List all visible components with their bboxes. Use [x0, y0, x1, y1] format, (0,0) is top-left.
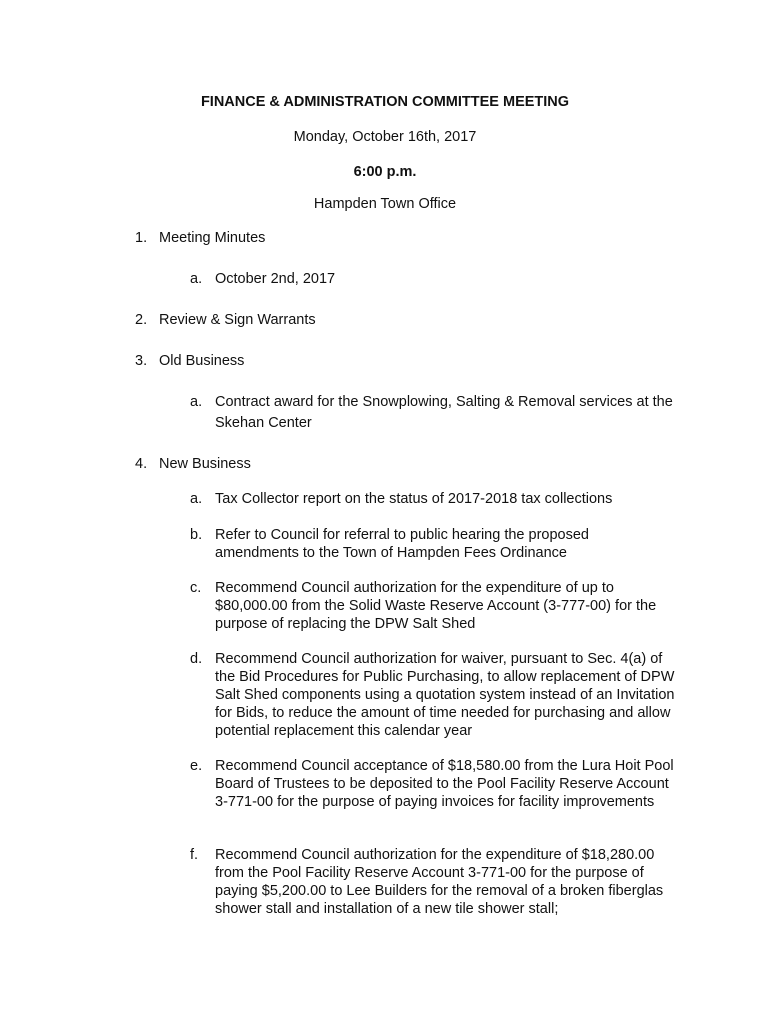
subitem-letter: b.: [190, 527, 203, 543]
meeting-date: Monday, October 16th, 2017: [293, 129, 477, 145]
agenda-item-title: Meeting Minutes: [159, 230, 266, 246]
subitem-letter: c.: [190, 580, 202, 596]
agenda-item-number: 1.: [135, 230, 148, 246]
subitem-text: Tax Collector report on the status of 2017-2018 tax collections: [215, 491, 613, 507]
agenda-item-new-business: [135, 455, 695, 473]
agenda-item-number: 3.: [135, 353, 148, 369]
subitem-4e: [190, 757, 675, 811]
subitem-4b: [190, 526, 635, 562]
subitem-text: Recommend Council authorization for waiver, pursuant to Sec. 4(a) of the Bid Procedures for Public Purchasing, to allow replacement of DPW Salt Shed components using a quotation system instead of an Invitation for Bids, to reduce the amount of time needed for purchasing and allow potential replacement this calendar year: [215, 651, 675, 739]
meeting-time: 6:00 p.m.: [353, 164, 417, 180]
subitem-letter: e.: [190, 758, 203, 774]
agenda-item-review-warrants: [135, 311, 695, 329]
agenda-item-title: Review & Sign Warrants: [159, 312, 316, 328]
subitem-3a: [190, 392, 680, 434]
subitem-letter: f.: [190, 847, 199, 863]
subitem-letter: d.: [190, 651, 203, 667]
subitem-text: Recommend Council acceptance of $18,580.00 from the Lura Hoit Pool Board of Trustees to be deposited to the Pool Facility Reserve Account 3-771-00 for the purpose of paying invoices for facility improvements: [215, 758, 674, 810]
subitem-4a: [190, 490, 690, 508]
meeting-title: FINANCE & ADMINISTRATION COMMITTEE MEETING: [200, 94, 570, 110]
agenda-item-number: 4.: [135, 456, 148, 472]
agenda-item-old-business: [135, 352, 695, 370]
agenda-item-title: New Business: [159, 456, 251, 472]
subitem-letter: a.: [190, 491, 203, 507]
meeting-location: Hampden Town Office: [313, 196, 457, 212]
subitem-text: Recommend Council authorization for the expenditure of $18,280.00 from the Pool Facility Reserve Account 3-771-00 for the purpose of paying $5,200.00 to Lee Builders for the removal of a broken fiberglas shower stall and installation of a new tile shower stall;: [215, 847, 664, 917]
agenda-item-meeting-minutes: [135, 229, 695, 247]
agenda-item-title: Old Business: [159, 353, 245, 369]
subitem-text: October 2nd, 2017: [215, 271, 336, 287]
subitem-4c: [190, 579, 685, 633]
subitem-letter: a.: [190, 394, 203, 410]
subitem-text: Recommend Council authorization for the expenditure of up to $80,000.00 from the Solid Waste Reserve Account (3-777-00) for the purpose of replacing the DPW Salt Shed: [215, 580, 657, 632]
subitem-text: Refer to Council for referral to public hearing the proposed amendments to the Town of Hampden Fees Ordinance: [215, 527, 589, 561]
subitem-4f: [190, 846, 685, 918]
subitem-1a: [190, 270, 690, 288]
subitem-letter: a.: [190, 271, 203, 287]
agenda-item-number: 2.: [135, 312, 148, 328]
subitem-text: Contract award for the Snowplowing, Salting & Removal services at the Skehan Center: [215, 394, 673, 431]
subitem-4d: [190, 650, 680, 740]
